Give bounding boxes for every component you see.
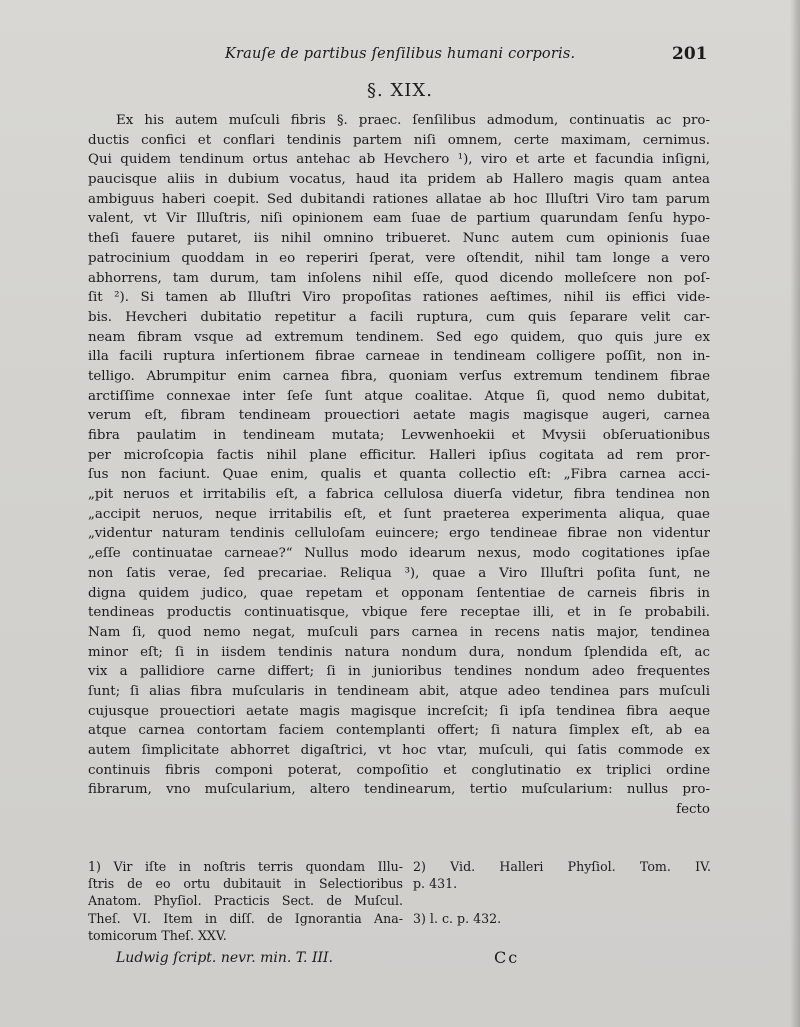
text-line: vix a pallidiore carne differt; ſi in junioribus tendines nondum adeo frequentes [88,664,710,680]
page-edge-shadow [790,0,800,1027]
page-number: 201 [672,44,708,64]
text-line: tendineas productis continuatisque, vbique fere receptae illi, et in ſe probabili. [88,605,710,621]
text-line: atque carnea contortam faciem contemplanti offert; ſi natura ſimplex eſt, ab ea [88,723,710,739]
text-line: minor eſt; ſi in iisdem tendinis natura nondum dura, nondum ſplendida eſt, ac [88,644,710,660]
text-line: fecto [676,802,710,818]
text-line: valent, vt Vir Illuſtris, niſi opinionem eam ſuae de partium quarundam ſenſu hypo- [88,211,710,227]
text-line: ſit ²). Si tamen ab Illuſtri Viro propoſitas rationes aeſtimes, nihil iis effici vide- [88,290,710,306]
footnote-spacer [413,892,711,909]
text-line: theſi fauere putaret, iis nihil omnino tribueret. Nunc autem cum opinionis ſuae [88,231,710,247]
text-line: fibrarum, vno muſcularium, altero tendinearum, tertio muſcularium: nullus pro- [88,782,710,798]
body-paragraph [88,111,710,820]
text-line: ſus non faciunt. Quae enim, qualis et quanta collectio eſt: „Fibra carnea acci- [88,467,710,483]
text-line: paucisque aliis in dubium vocatus, haud ita pridem ab Hallero magis quam antea [88,172,710,188]
footnote-line: tomicorum Theſ. XXV. [88,927,227,943]
text-line: Nam ſi, quod nemo negat, muſculi pars carnea in recens natis major, tendinea [88,624,710,640]
text-line: „accipit neruos, neque irritabilis eſt, et ſunt praeterea experimenta aliqua, quae [88,506,710,522]
text-line: Qui quidem tendinum ortus antehac ab Hevchero ¹), viro et arte et facundia inſigni, [88,152,710,168]
text-line: ductis confici et conflari tendinis partem niſi omnem, certe maximam, cernimus. [88,132,710,148]
text-line: telligo. Abrumpitur enim carnea fibra, quoniam verſus extremum tendinem fibrae [88,368,710,384]
section-heading: §. XIX. [367,80,433,101]
text-line: Ex his autem muſculi fibris §. praec. ſenſilibus admodum, continuatis ac pro- [116,113,710,128]
page-header [0,46,800,72]
footnote-line: Anatom. Phyſiol. Practicis Sect. de Muſcul. [88,893,403,909]
text-line: non ſatis verae, ſed precariae. Reliqua ³), quae a Viro Illuſtri poſita ſunt, ne [88,565,710,581]
text-line: abhorrens, tam durum, tam inſolens nihil eſſe, quod dicendo molleſcere non poſ- [88,270,710,286]
footnote-3: 3) l. c. p. 432. [413,910,502,926]
footnotes-2-3 [413,858,711,927]
text-line: fibra paulatim in tendineam mutata; Levwenhoekii et Mvysii obſeruationibus [88,428,710,443]
text-line: arctiſſime connexae inter ſeſe ſunt atque coalitae. Atque ſi, quod nemo dubitat, [88,388,710,404]
text-line: illa facili ruptura inſertionem fibrae carneae in tendineam colligere poſſit, non in- [88,349,710,365]
text-line: „eſſe continuatae carneae?“ Nullus modo idearum nexus, modo cogitationes ipſae [88,546,710,562]
text-line: per microſcopia factis nihil plane efficitur. Halleri ipſius cogitata ad rem pror- [88,447,710,463]
text-line: bis. Hevcheri dubitatio repetitur a facili ruptura, cum quis ſeparare velit car- [88,309,710,325]
footnote-line: ſtris de eo ortu dubitauit in Selectioribus [88,876,403,892]
footnote-1 [88,858,403,944]
text-line: continuis fibris componi poterat, compoſitio et conglutinatio ex triplici ordine [88,762,710,778]
text-line: verum eſt, fibram tendineam prouectiori aetate magis magisque augeri, carnea [88,408,710,424]
text-line: ambiguus haberi coepit. Sed dubitandi rationes allatae ab hoc Illuſtri Viro tam parum [88,191,710,207]
text-line: ſunt; ſi alias fibra muſcularis in tendineam abit, atque adeo tendinea pars muſculi [88,683,710,699]
text-line: digna quidem judico, quae repetam et opponam ſententiae de carneis fibris in [88,585,710,601]
text-line: „videntur naturam tendinis celluloſam euincere; ergo tendineae fibrae non videntur [88,526,710,542]
footnote-line: Theſ. VI. Item in diſſ. de Ignorantia Ana- [88,910,403,926]
text-line: autem ſimplicitate abhorret digaſtrici, vt hoc vtar, muſculi, qui ſatis commode ex [88,743,710,758]
footnote-2-line: 2) Vid. Halleri Phyſiol. Tom. IV. [413,859,711,874]
text-line: neam fibram vsque ad extremum tendinem. Sed ego quidem, quo quis jure ex [88,329,710,345]
signature-line: Ludwig ſcript. nevr. min. T. III. [116,950,333,966]
text-line: cujusque prouectiori aetate magis magisque increſcit; ſi ipſa tendinea fibra aeque [88,703,710,719]
text-line: patrocinium quoddam in eo reperiri ſperat, vere oſtendit, nihil tam longe a vero [88,250,710,266]
running-title: Krauſe de partibus ſenſilibus humani corporis. [225,46,576,62]
footnote-2-line: p. 431. [413,876,458,892]
footnote-line: 1) Vir iſte in noſtris terris quondam Illu- [88,859,403,874]
text-line: „pit neruos et irritabilis eſt, a fabrica cellulosa diuerſa videtur, fibra tendinea non [88,487,710,503]
sheet-mark: Cc [494,948,520,967]
